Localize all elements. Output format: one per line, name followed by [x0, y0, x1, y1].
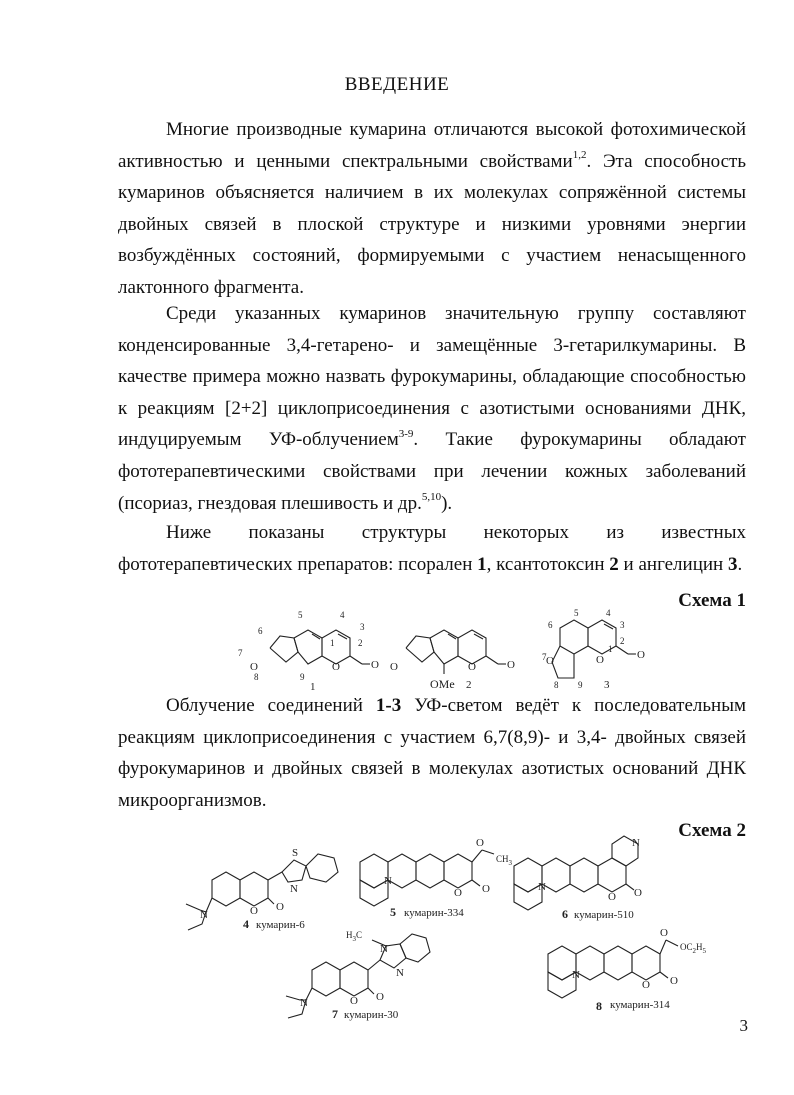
atom-label: 9 — [300, 672, 305, 682]
atom-label: 8 — [254, 672, 259, 682]
nitrogen-label: N — [380, 943, 388, 955]
paragraph-text: . — [737, 553, 743, 575]
oxygen-label: O — [376, 991, 384, 1003]
oxygen-label: O — [250, 905, 258, 917]
angelicin-structure — [542, 608, 645, 691]
atom-label: 6 — [548, 620, 553, 630]
paragraph-text: Многие производные кумарина отличаются высокой фотохимической активностью и ценными спектральными свойствами — [118, 119, 746, 172]
oxygen-label: O — [332, 661, 340, 673]
oxygen-label: O — [276, 901, 284, 913]
methoxy-label: OMe — [430, 677, 455, 691]
scheme-2-label: Схема 2 — [678, 820, 746, 841]
paragraph-text: УФ-светом ведёт к последовательным реакциям циклоприсоединения с участием 6,7(8,9)- и 3,4- двойных связей фурокумаринов и двойных связей в молекулах азотистых оснований ДНК микроорганизмов. — [118, 695, 746, 811]
atom-label: 5 — [298, 610, 303, 620]
coumarin-6-structure — [186, 847, 338, 931]
compound-4-name: кумарин-6 — [256, 919, 305, 931]
compound-7-name: кумарин-30 — [344, 1009, 399, 1021]
atom-label: 2 — [620, 636, 625, 646]
compound-2-label: 2 — [466, 679, 472, 691]
paragraph-text: . Эта способность кумаринов объясняется наличием в их молекулах сопряжённой системы двойных связей в плоской структуре и низкими уровнями энергии возбуждённых состояний, формируемыми с участием ненасыщенного лактонного фрагмента. — [118, 150, 746, 298]
atom-label: 3 — [360, 622, 365, 632]
coumarin-334-structure — [360, 837, 513, 919]
paragraph-2 — [118, 298, 746, 519]
citation-ref: 5,10 — [421, 491, 442, 504]
oxygen-label: O — [390, 661, 398, 673]
compound-6-number: 6 — [562, 907, 568, 921]
oxygen-label: O — [660, 927, 668, 939]
atom-label: 1 — [608, 644, 613, 654]
page-number: 3 — [739, 1016, 748, 1035]
nitrogen-label: N — [632, 837, 640, 849]
oxygen-label: O — [507, 659, 515, 671]
atom-label: 5 — [574, 608, 579, 618]
nitrogen-label: N — [572, 969, 580, 981]
atom-label: 3 — [620, 620, 625, 630]
compound-3-label: 3 — [604, 679, 610, 691]
oxygen-label: O — [482, 883, 490, 895]
compound-4-number: 4 — [243, 917, 249, 931]
xanthotoxin-structure — [390, 630, 515, 691]
scheme-1-structures — [230, 608, 690, 698]
methyl-label: $H_3C$ — [346, 930, 363, 943]
sulfur-label: S — [292, 847, 299, 859]
oxygen-label: O — [250, 661, 258, 673]
atom-label: 4 — [340, 610, 345, 620]
compound-number: 2 — [609, 553, 619, 575]
nitrogen-label: N — [396, 967, 404, 979]
oxygen-label: O — [371, 659, 379, 671]
compound-5-name: кумарин-334 — [404, 907, 464, 919]
compound-8-name: кумарин-314 — [610, 999, 670, 1011]
oxygen-label: O — [608, 891, 616, 903]
atom-label: 4 — [606, 608, 611, 618]
compound-number: 3 — [727, 553, 738, 575]
compound-7-number: 7 — [332, 1007, 338, 1021]
paragraph-text: Ниже показаны структуры некоторых из известных фототерапевтических препаратов: псорален — [118, 522, 746, 575]
scheme-2-structures — [180, 837, 707, 1021]
coumarin-314-structure — [548, 927, 707, 1013]
paragraph-text: . Такие фурокумарины обладают фототерапевтическими свойствами при лечении кожных заболеваний (псориаз, гнездовая плешивость и др. — [118, 429, 746, 514]
citation-ref: 3-9 — [398, 428, 414, 441]
scheme-1-label: Схема 1 — [678, 590, 746, 611]
paragraph-text: Среди указанных кумаринов значительную группу составляют конденсированные 3,4-гетарено- и замещённые 3-гетарилкумарины. В качестве примера можно назвать фурокумарины, обладающие способностью к реакциям [2+2] циклоприсоединения с азотистыми основаниями ДНК, индуцируемым УФ-облучением — [118, 303, 746, 451]
atom-label: 1 — [330, 638, 335, 648]
psoralen-structure — [238, 610, 379, 693]
paragraph-1 — [118, 114, 746, 304]
oxygen-label: O — [454, 887, 462, 899]
atom-label: 2 — [358, 638, 363, 648]
oxygen-label: O — [468, 661, 476, 673]
nitrogen-label: N — [290, 883, 298, 895]
coumarin-30-structure — [286, 930, 430, 1021]
citation-ref: 1,2 — [572, 149, 587, 162]
oxygen-label: O — [637, 649, 645, 661]
paragraph-text: и ангелицин — [618, 553, 728, 575]
compound-8-number: 8 — [596, 999, 602, 1013]
methyl-label: $CH_3$ — [496, 854, 513, 867]
nitrogen-label: N — [384, 875, 392, 887]
coumarin-510-structure — [514, 836, 642, 921]
compound-number: 1-3 — [375, 695, 402, 716]
paragraph-text: ). — [441, 492, 453, 514]
oxygen-label: O — [476, 837, 484, 849]
oxygen-label: O — [546, 655, 554, 667]
nitrogen-label: N — [538, 881, 546, 893]
atom-label: 8 — [554, 680, 559, 690]
compound-5-number: 5 — [390, 905, 396, 919]
oxygen-label: O — [634, 887, 642, 899]
oxygen-label: O — [350, 995, 358, 1007]
ester-label: $OC_2H_5$ — [680, 942, 707, 955]
oxygen-label: O — [596, 654, 604, 666]
atom-label: 9 — [578, 680, 583, 690]
atom-label: 7 — [238, 648, 243, 658]
compound-1-label: 1 — [310, 681, 316, 693]
atom-label: 7 — [542, 652, 547, 662]
paragraph-text: , ксантотоксин — [486, 553, 610, 575]
paragraph-4 — [118, 690, 746, 816]
paragraph-3 — [118, 517, 746, 580]
compound-number: 1 — [477, 553, 487, 575]
atom-label: 6 — [258, 626, 263, 636]
section-heading: ВВЕДЕНИЕ — [344, 74, 450, 95]
oxygen-label: O — [670, 975, 678, 987]
nitrogen-label: N — [200, 909, 208, 921]
oxygen-label: O — [642, 979, 650, 991]
paragraph-text: Облучение соединений — [166, 695, 376, 716]
nitrogen-label: N — [300, 997, 308, 1009]
compound-6-name: кумарин-510 — [574, 909, 634, 921]
